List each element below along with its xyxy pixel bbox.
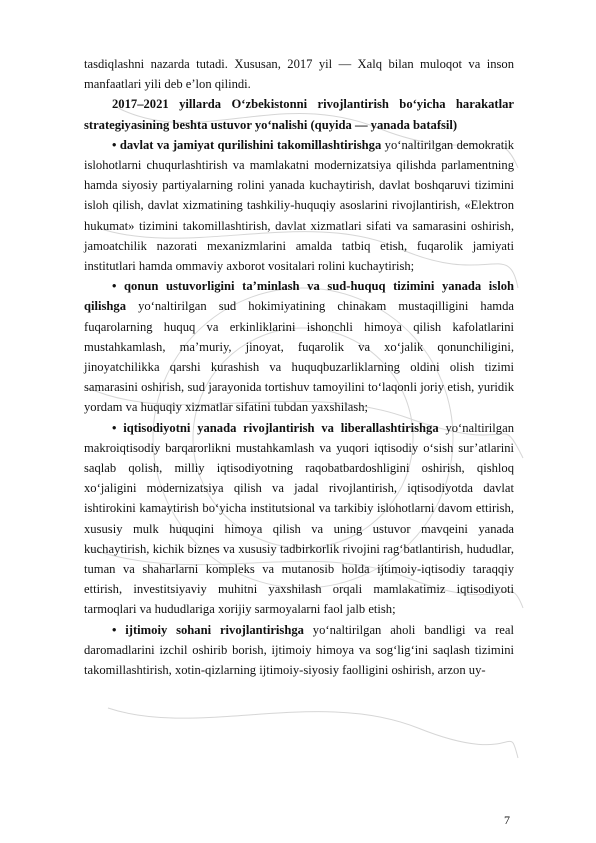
bullet-2-heading: qonun ustuvorligini ta’minlash va sud-huquq tizimini yanada isloh qilishga <box>84 279 515 314</box>
bullet-item-4 <box>84 620 514 681</box>
bullet-item-2 <box>84 276 514 417</box>
bullet-1-text: yo‘naltirilgan demokratik islohotlarni chuqurlashtirish va mamlakatni modernizatsiya qilishda parlamentning hamda siyosiy partiyalarning rolini yanada kuchaytirish, davlat boshqaruvi tizimini isloh qilish, davlat xizmatining tashkiliy-huquqiy asoslarini rivojlantirish, «Elektron hukumat» tizimini takomillashtirish, davlat xizmatlari sifati va samarasini oshirish, jamoatchilik nazorati mexanizmlarini amalda tatbiq etish, fuqarolik jamiyati institutlari hamda ommaviy axborot vositalari rolini kuchaytirish; <box>84 137 514 274</box>
bullet-4-text: yo‘naltirilgan aholi bandligi va real daromadlarini izchil oshirib borish, ijtimoiy himoya va sog‘lig‘ini saqlash tizimini takomillashtirish, xotin-qizlarning ijtimoiy-siyosiy faolligini oshirish, arzon uy- <box>84 622 514 678</box>
bullet-3-text: yo‘naltirilgan makroiqtisodiy barqarorlikni mustahkamlash va yuqori iqtisodiy o‘sish sur’atlarini saqlab qolish, milliy iqtisodiyotning raqobatbardoshligini oshirish, qishloq xo‘jaligini modernizatsiya qilish va jadal rivojlantirish, iqtisodiyotda davlat ishtirokini kamaytirish bo‘yicha institutsional va tarkibiy islohotlarni davom ettirish, xususiy mulk huquqini himoya qilish va uning ustuvor mavqeini yanada kuchaytirish, kichik biznes va xususiy tadbirkorlik rivojini rag‘batlantirish, hududlar, tuman va shaharlarni kompleks va mutanosib holda ijtimoiy-iqtisodiy taraqqiy ettirish, investitsiyaviy muhitni yaxshilash orqali mamlakatimiz iqtisodiyoti tarmoqlari va hududlariga xorijiy sarmoyalarni faol jalb etish; <box>84 420 514 617</box>
bullet-icon: • <box>112 420 117 435</box>
body-text <box>84 54 514 680</box>
bullet-2-text: yo‘naltirilgan sud hokimiyatining chinakam mustaqilligini hamda fuqarolarning huquq va erkinliklarini ishonchli himoya qilish kafolatlarini mustahkamlash, ma’muriy, jinoyat, fuqarolik va xo‘jalik qonunchiligini, jinoyatchilikka qarshi kurashish va huquqbuzarliklarning oldini olish tizimi samarasini oshirish, sud jarayonida tortishuv tamoyilini to‘laqonli joriy etish, yuridik yordam va huquqiy xizmatlar sifatini tubdan yaxshilash; <box>84 299 514 415</box>
bullet-1-heading: davlat va jamiyat qurilishini takomillashtirishga <box>119 137 382 152</box>
bullet-3-heading: iqtisodiyotni yanada rivojlantirish va liberallashtirishga <box>123 420 439 435</box>
page-number: 7 <box>504 813 510 827</box>
bullet-icon: • <box>112 137 117 152</box>
bullet-item-1 <box>84 135 514 276</box>
strategy-heading: 2017–2021 yillarda O‘zbekistonni rivojlantirish bo‘yicha harakatlar strategiyasining beshta ustuvor yo‘nalishi (quyida — yanada batafsil) <box>84 97 514 132</box>
intro-paragraph: tasdiqlashni nazarda tutadi. Xususan, 2017 yil — Xalq bilan muloqot va inson manfaatlari yili deb e’lon qilindi. <box>84 57 514 92</box>
bullet-item-3 <box>84 418 514 620</box>
bullet-4-heading: ijtimoiy sohani rivojlantirishga <box>125 622 304 637</box>
bullet-icon: • <box>112 279 117 294</box>
bullet-icon: • <box>112 622 117 637</box>
